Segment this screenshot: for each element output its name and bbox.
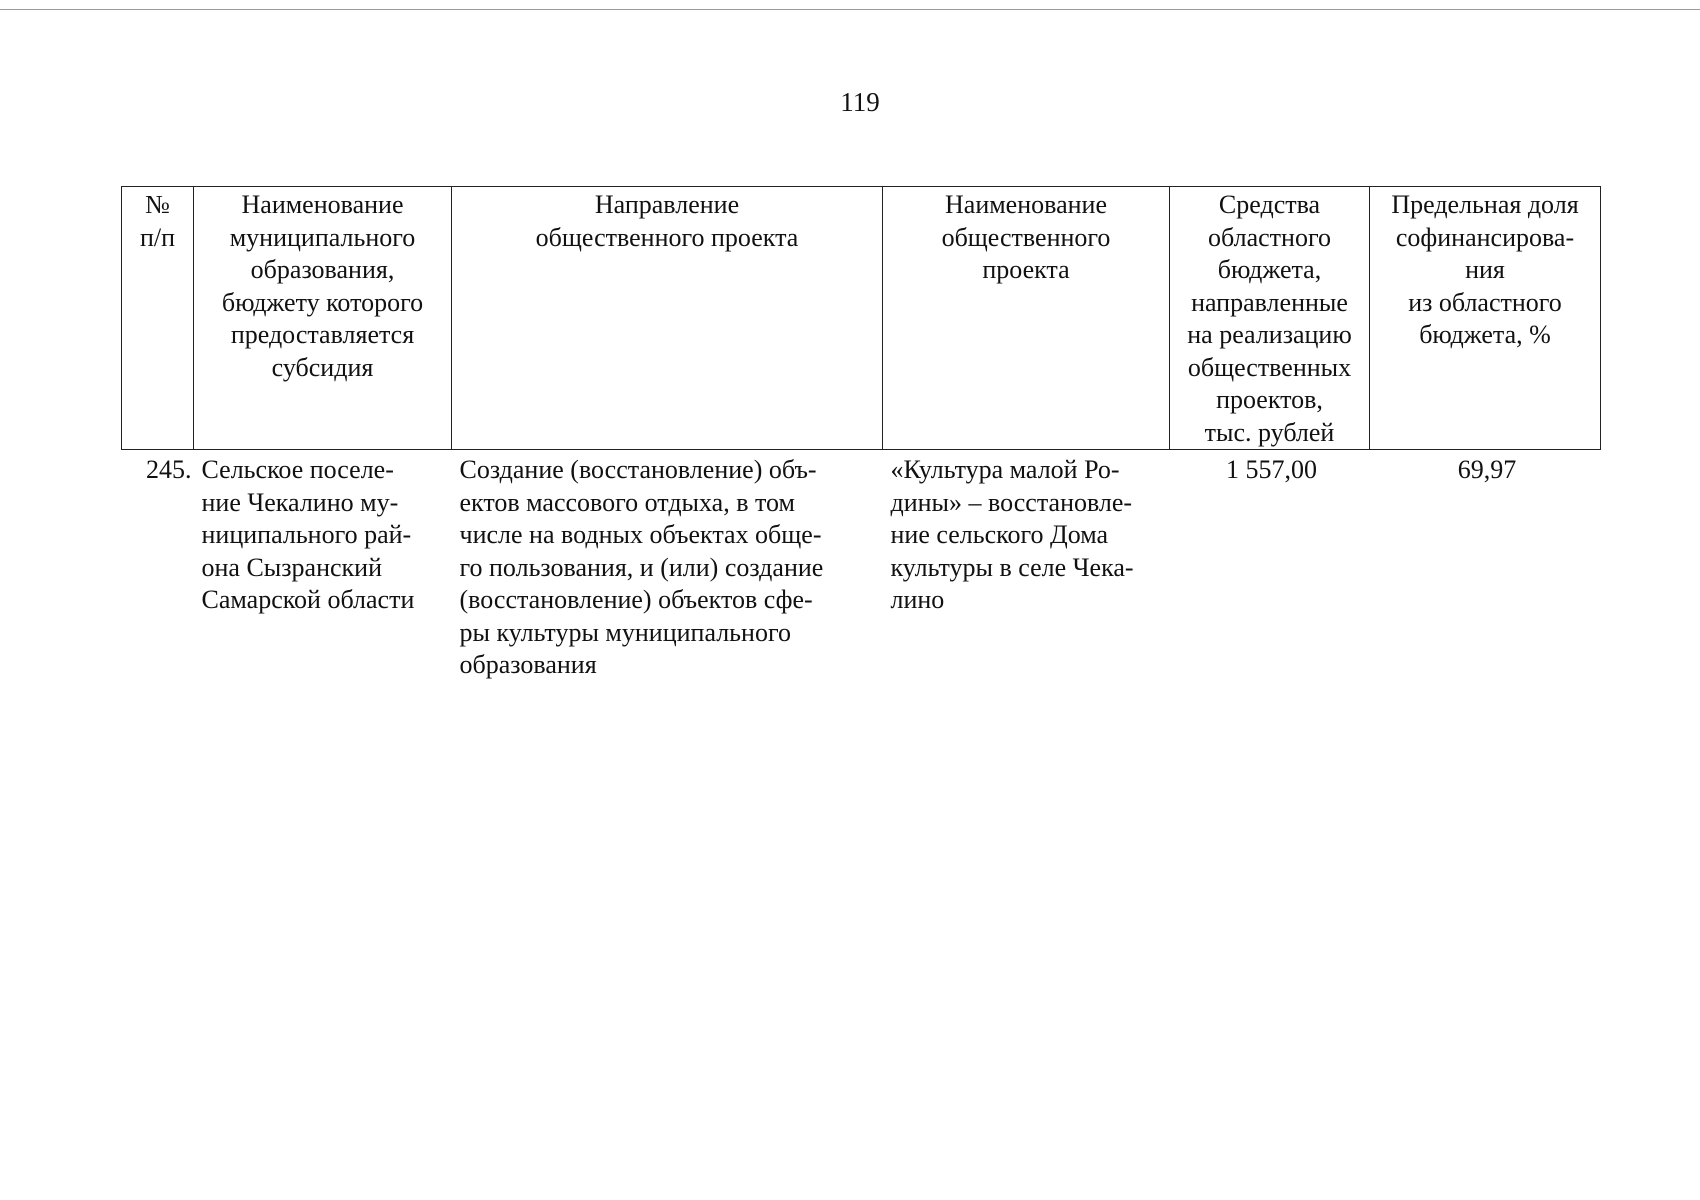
header-cell-project [883,187,1170,450]
header-cell-share [1370,187,1601,450]
header-label-municipality: Наименование муниципального образования, бюджету которого предоставляется субсидия [221,190,424,382]
row-funds-cell: 1 557,00 [1226,455,1317,484]
page-number: 119 [840,87,880,117]
subsidy-table-container [121,186,1600,682]
header-cell-direction [452,187,883,450]
row-project-cell: «Культура малой Ро- дины» – восстановле- ние сельского Дома культуры в селе Чека- лино [890,455,1134,614]
header-label-direction: Направление общественного проекта [535,190,799,252]
header-cell-number [122,187,194,450]
header-cell-funds [1170,187,1370,450]
table-header [122,187,1601,450]
subsidy-table [121,186,1601,682]
header-row [122,187,1601,450]
header-label-share: Предельная доля софинансирова- ния из областного бюджета, % [1391,190,1579,349]
row-direction-cell: Создание (восстановление) объ- ектов массового отдыха, в том числе на водных объектах обще- го пользования, и (или) создание (восстановление) объектов сфе- ры культуры муниципального образования [459,455,824,679]
row-share-cell: 69,97 [1457,455,1517,484]
table-body [122,450,1601,682]
header-label-project: Наименование общественного проекта [941,190,1111,284]
header-cell-municipality [194,187,452,450]
row-municipality-cell: Сельское поселе- ние Чекалино му- ниципального рай- она Сызранский Самарской области [201,455,415,614]
top-edge-rule [0,9,1700,10]
header-label-number: № п/п [139,190,176,252]
table-row [122,450,1601,682]
header-label-funds: Средства областного бюджета, направленные на реализацию общественных проектов, тыс. рублей [1187,190,1352,447]
row-number-cell: 245. [146,455,192,484]
